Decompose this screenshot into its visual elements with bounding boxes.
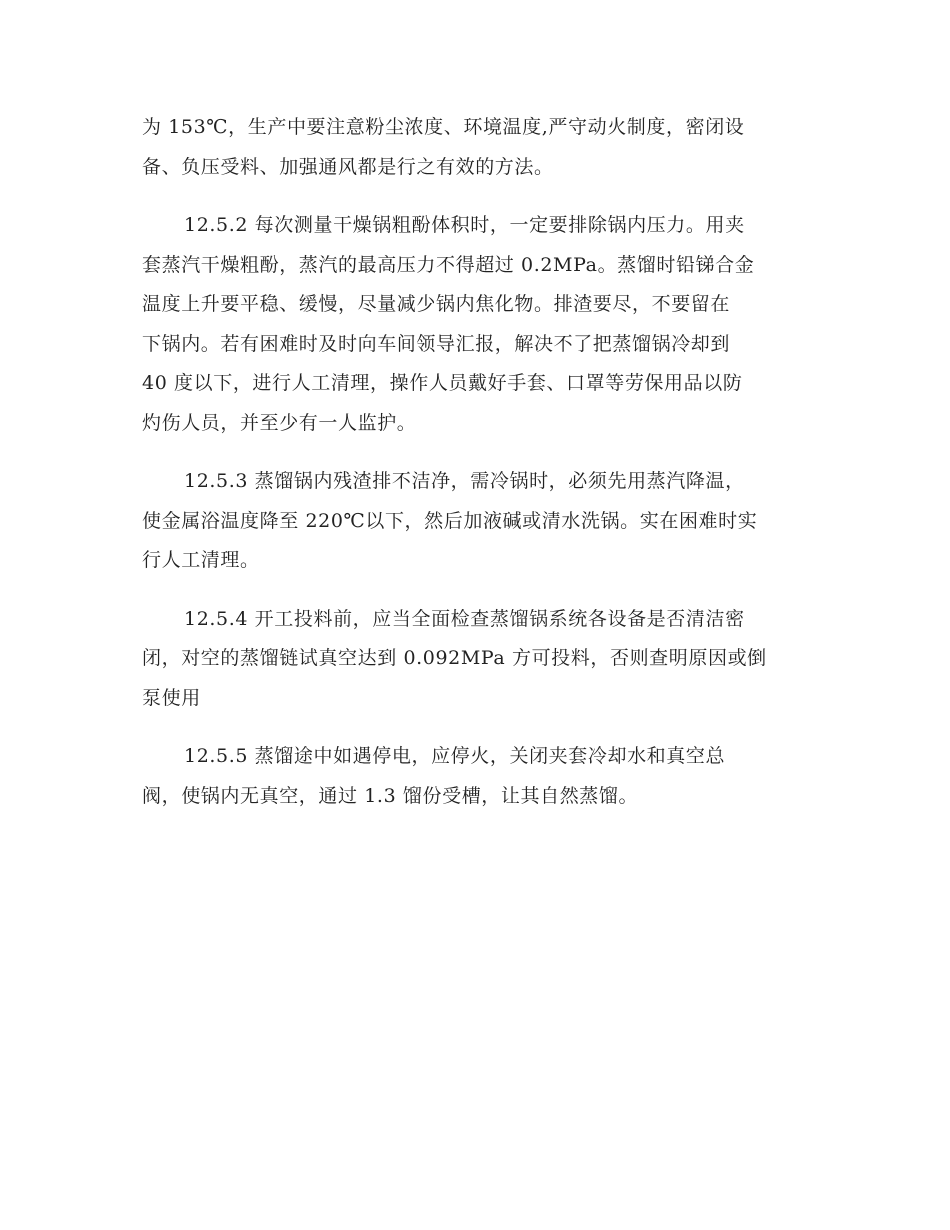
document-body — [142, 108, 810, 835]
paragraph-12-5-3 — [142, 462, 810, 581]
text-line: 行人工清理。 — [142, 549, 260, 571]
text-line: 下锅内。若有困难时及时向车间领导汇报，解决不了把蒸馏锅冷却到 — [142, 332, 731, 355]
text-line: 12.5.3 蒸馏锅内残渣排不洁净，需冷锅时，必须先用蒸汽降温， — [184, 470, 745, 492]
text-line: 12.5.4 开工投料前，应当全面检查蒸馏锅系统各设备是否清洁密 — [184, 607, 745, 630]
text-line: 为 153℃，生产中要注意粉尘浓度、环境温度,严守动火制度，密闭设 — [142, 116, 745, 138]
text-line: 使金属浴温度降至 220℃以下，然后加液碱或清水洗锅。实在困难时实 — [142, 509, 758, 532]
paragraph-12-5-4 — [142, 600, 810, 719]
text-line: 40 度以下，进行人工清理，操作人员戴好手套、口罩等劳保用品以防 — [142, 372, 743, 394]
paragraph-12-5-2 — [142, 206, 810, 443]
text-line: 阀，使锅内无真空，通过 1.3 馏份受槽，让其自然蒸馏。 — [142, 784, 639, 807]
text-line: 灼伤人员，并至少有一人监护。 — [142, 411, 417, 434]
paragraph-12-5-5 — [142, 737, 810, 816]
text-line: 备、负压受料、加强通风都是行之有效的方法。 — [142, 155, 554, 178]
text-line: 12.5.5 蒸馏途中如遇停电，应停火，关闭夹套冷却水和真空总 — [184, 745, 726, 767]
text-line: 闭，对空的蒸馏链试真空达到 0.092MPa 方可投料，否则查明原因或倒 — [142, 647, 767, 669]
paragraph-continuation — [142, 108, 810, 187]
text-line: 温度上升要平稳、缓慢，尽量减少锅内焦化物。排渣要尽，不要留在 — [142, 293, 731, 315]
text-line: 泵使用 — [142, 686, 201, 709]
text-line: 12.5.2 每次测量干燥锅粗酚体积时，一定要排除锅内压力。用夹 — [184, 214, 745, 236]
text-line: 套蒸汽干燥粗酚，蒸汽的最高压力不得超过 0.2MPa。蒸馏时铅锑合金 — [142, 253, 755, 276]
